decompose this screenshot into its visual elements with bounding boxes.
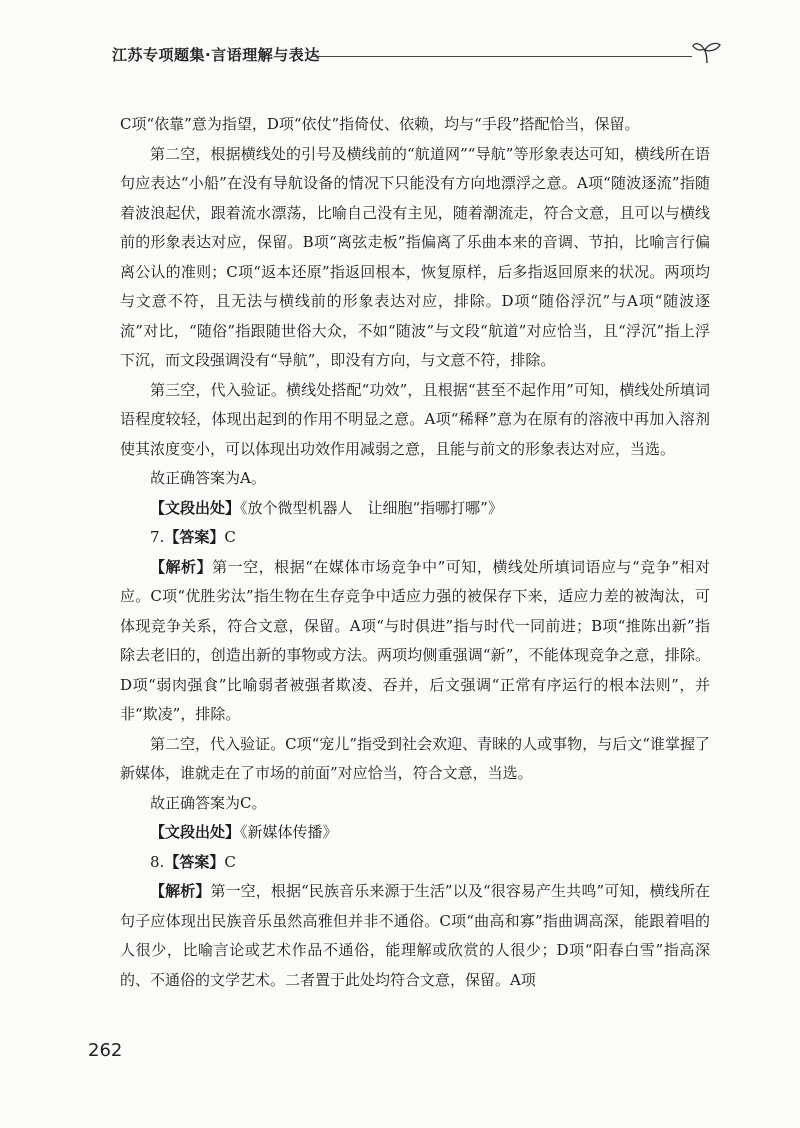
source-text: 《新媒体传播》 (240, 823, 338, 841)
source-line (120, 494, 710, 524)
sprout-icon (692, 40, 722, 64)
source-label: 【文段出处】 (150, 823, 241, 841)
analysis-paragraph (120, 877, 710, 995)
source-label: 【文段出处】 (150, 498, 241, 517)
answer-label: 【答案】 (164, 528, 225, 546)
analysis-label: 【解析】 (150, 557, 213, 576)
answer-line (120, 848, 710, 878)
answer-label: 【答案】 (164, 852, 225, 871)
paragraph: 第二空，代入验证。C项“宠儿”指受到社会欢迎、青睐的人或事物，与后文“谁掌握了新媒体，谁就走在了市场的前面”对应恰当，符合文意，当选。 (120, 734, 710, 782)
question-number: 7. (150, 528, 165, 546)
answer-line (120, 523, 710, 553)
analysis-paragraph (120, 553, 710, 730)
source-text: 《放个微型机器人 让细胞“指哪打哪”》 (240, 498, 503, 517)
question-number: 8. (150, 852, 165, 871)
paragraph: C项“依靠”意为指望，D项“依仗”指倚仗、依赖，均与“手段”搭配恰当，保留。 (120, 115, 640, 133)
page-number: 262 (88, 1040, 123, 1061)
answer-value: C (224, 852, 236, 871)
header-title: 江苏专项题集·言语理解与表达 (112, 46, 320, 64)
paragraph: 故正确答案为C。 (150, 793, 267, 812)
header-rule (312, 56, 692, 57)
running-header (112, 40, 722, 68)
page-body (120, 110, 710, 995)
paragraph: 第三空，代入验证。横线处搭配“功效”，且根据“甚至不起作用”可知，横线处所填词语程度较轻，体现出起到的作用不明显之意。A项“稀释”意为在原有的溶液中再加入溶剂使其浓度变小，可以体现出功效作用减弱之意，且能与前文的形象表达对应，当选。 (120, 380, 710, 458)
analysis-text: 第一空，根据“民族音乐来源于生活”以及“很容易产生共鸣”可知，横线所在句子应体现出民族音乐虽然高雅但并非不通俗。C项“曲高和寡”指曲调高深，能跟着唱的人很少，比喻言论或艺术作品不通俗，能理解或欣赏的人很少；D项“阳春白雪”指高深的、不通俗的文学艺术。二者置于此处均符合文意，保留。A项 (120, 882, 710, 989)
source-line (120, 818, 710, 848)
paragraph: 第二空，根据横线处的引号及横线前的“航道网”“导航”等形象表达可知，横线所在语句应表达“小船”在没有导航设备的情况下只能没有方向地漂浮之意。A项“随波逐流”指随着波浪起伏，跟着流水漂荡，比喻自己没有主见，随着潮流走，符合文意，且可以与横线前的形象表达对应，保留。B项“离弦走板”指偏离了乐曲本来的音调、节拍，比喻言行偏离公认的准则；C项“返本还原”指返回根本，恢复原样，后多指返回原来的状况。两项均与文意不符，且无法与横线前的形象表达对应，排除。D项“随俗浮沉”与A项“随波逐流”对比，“随俗”指跟随世俗大众，不如“随波”与文段“航道”对应恰当，且“浮沉”指上浮下沉，而文段强调没有“导航”，即没有方向，与文意不符，排除。 (120, 144, 710, 369)
analysis-text: 第一空，根据“在媒体市场竞争中”可知，横线处所填词语应与“竞争”相对应。C项“优胜劣汰”指生物在生存竞争中适应力强的被保存下来，适应力差的被淘汰，可体现竞争关系，符合文意，保留。A项“与时俱进”指与时代一同前进；B项“推陈出新”指除去老旧的，创造出新的事物或方法。两项均侧重强调“新”，不能体现竞争之意，排除。D项“弱肉强食”比喻弱者被强者欺凌、吞并，后文强调“正常有序运行的根本法则”，并非“欺凌”，排除。 (120, 557, 710, 723)
analysis-label: 【解析】 (150, 882, 211, 900)
paragraph: 故正确答案为A。 (150, 469, 266, 487)
answer-value: C (224, 528, 236, 546)
